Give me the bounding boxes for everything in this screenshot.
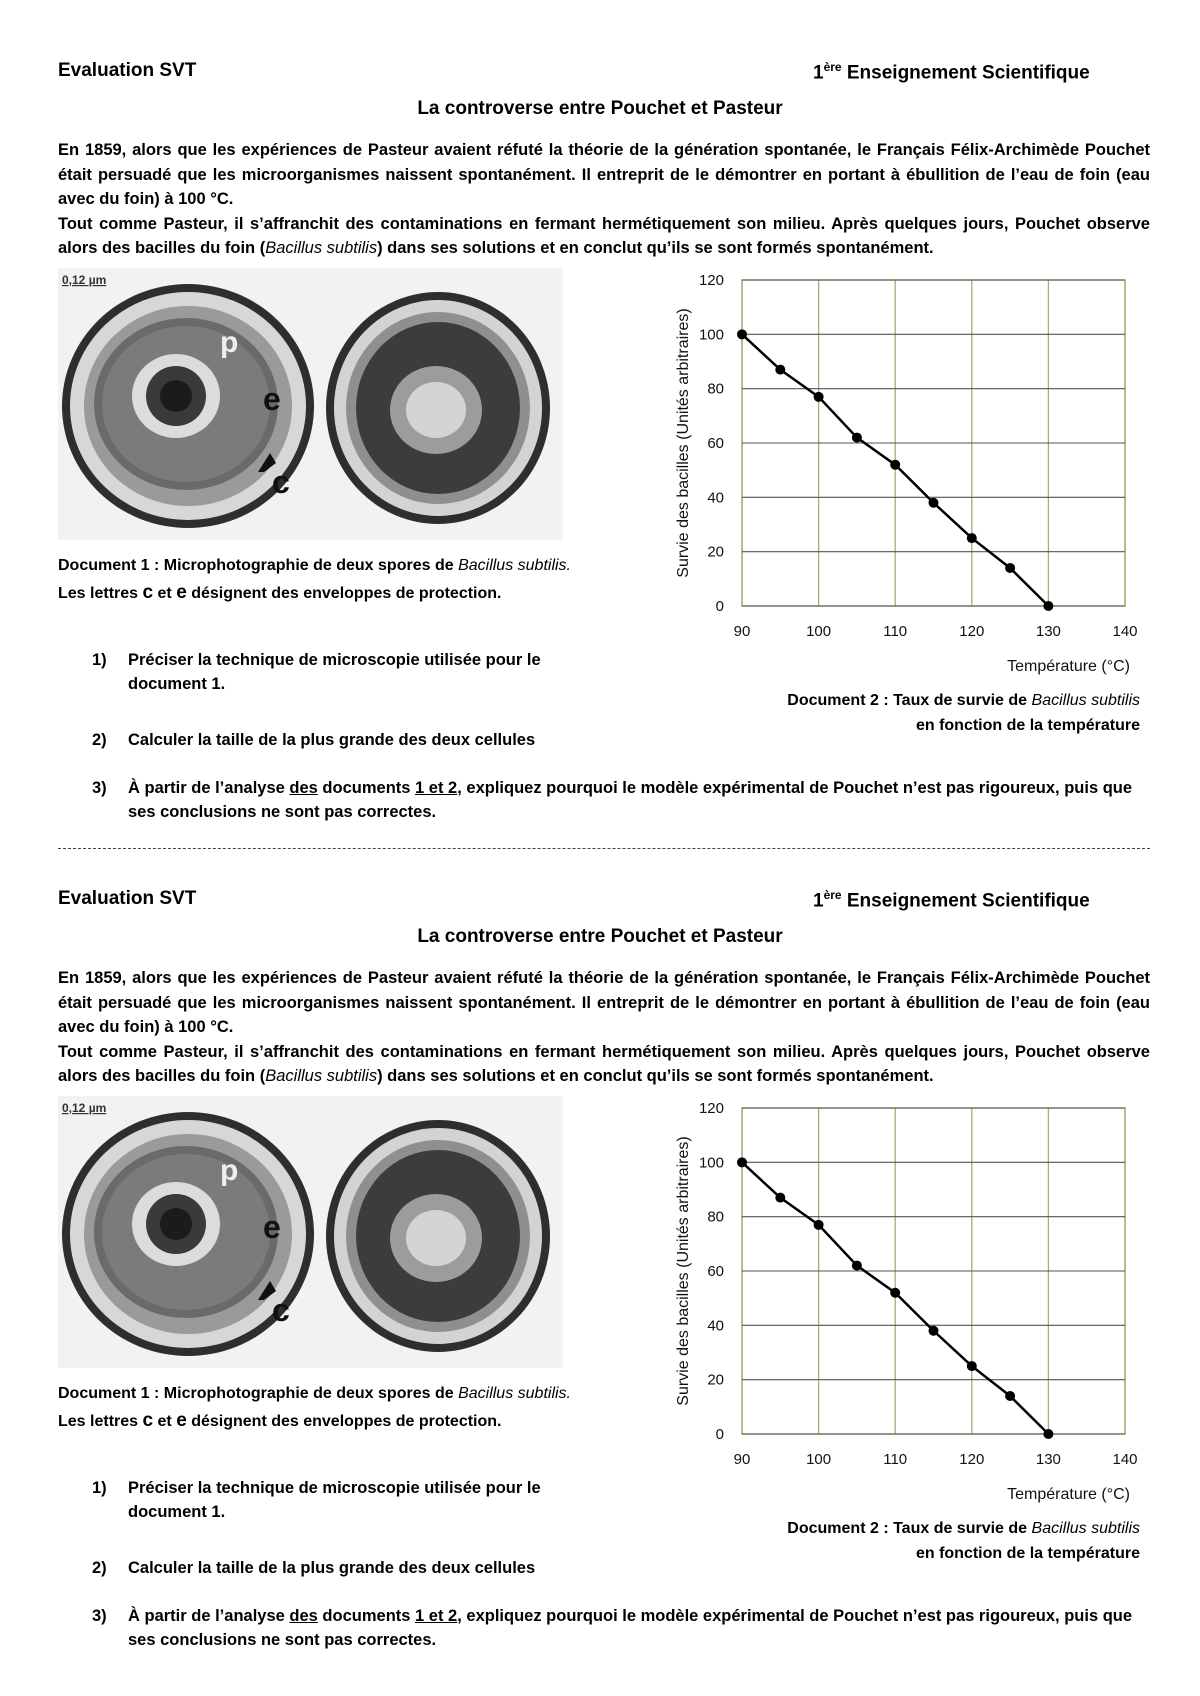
y-tick-label: 100 xyxy=(698,1154,724,1172)
x-tick-label: 110 xyxy=(883,623,908,640)
evaluation-sheet-2 xyxy=(0,828,1200,1658)
document-1-caption: Document 1 : Microphotographie de deux spores de Bacillus subtilis. Les lettres c et e désignent des enveloppes de protection. xyxy=(58,1385,571,1431)
data-point xyxy=(929,1326,939,1336)
x-axis-label: Température (°C) xyxy=(1007,1486,1130,1503)
data-point xyxy=(890,1288,900,1298)
page-title: La controverse entre Pouchet et Pasteur xyxy=(417,926,783,947)
y-tick-label: 120 xyxy=(698,272,724,289)
survival-chart xyxy=(670,1096,1140,1516)
scale-bar-label: 0,12 µm xyxy=(62,1101,107,1115)
data-point xyxy=(967,1361,977,1371)
intro-text xyxy=(58,966,1150,1089)
label-c: c xyxy=(272,1292,290,1328)
intro-paragraph-2: Tout comme Pasteur, il s’affranchit des contaminations en fermant hermétiquement son milieu. Après quelques jours, Pouchet observe alors des bacilles du foin (Bacillus subtilis) dans ses solutions et en conclut qu’ils se sont formés spontanément. xyxy=(58,214,1150,257)
data-point xyxy=(929,498,939,508)
question-3: 3) À partir de l’analyse des documents 1 et 2, expliquez pourquoi le modèle expérimental de Pouchet n’est pas rigoureux, puis que ses conclusions ne sont pas correctes. xyxy=(92,1607,1133,1649)
header-left: Evaluation SVT xyxy=(58,888,197,909)
x-tick-label: 140 xyxy=(1112,623,1138,640)
y-tick-label: 40 xyxy=(707,489,724,507)
x-tick-label: 90 xyxy=(733,623,751,640)
y-tick-label: 20 xyxy=(707,1371,724,1389)
label-e: e xyxy=(263,381,281,417)
y-tick-label: 40 xyxy=(707,1317,724,1335)
question-2: 2) Calculer la taille de la plus grande des deux cellules xyxy=(92,1559,536,1577)
label-e: e xyxy=(263,1209,281,1245)
x-tick-label: 130 xyxy=(1035,623,1061,640)
scale-bar-label: 0,12 µm xyxy=(62,273,107,287)
y-tick-label: 0 xyxy=(715,1426,724,1443)
page-title: La controverse entre Pouchet et Pasteur xyxy=(417,98,783,119)
y-tick-label: 80 xyxy=(707,1208,724,1226)
data-point xyxy=(1005,1391,1015,1401)
data-point xyxy=(852,1261,862,1271)
intro-paragraph-1: En 1859, alors que les expériences de Pasteur avaient réfuté la théorie de la génération spontanée, le Français Félix-Archimède Pouchet était persuadé que les microorganismes naissent spontanément. Il entreprit de le démontrer en portant à ébullition de l’eau de foin (eau avec du foin) à 100 °C. xyxy=(58,141,1150,208)
data-point xyxy=(1005,563,1015,573)
y-tick-label: 120 xyxy=(698,1100,724,1117)
evaluation-sheet-1 xyxy=(0,0,1200,830)
document-2-caption: Document 2 : Taux de survie de Bacillus subtilis en fonction de la température xyxy=(787,692,1140,734)
data-point xyxy=(967,533,977,543)
data-point xyxy=(737,329,747,339)
spore-micrograph xyxy=(58,268,563,540)
x-tick-label: 130 xyxy=(1035,1451,1061,1468)
data-point xyxy=(890,460,900,470)
x-tick-label: 140 xyxy=(1112,1451,1138,1468)
label-p: p xyxy=(220,1154,239,1187)
data-point xyxy=(814,1220,824,1230)
question-1: 1) Préciser la technique de microscopie utilisée pour le document 1. xyxy=(92,1479,541,1521)
header-right: 1ère Enseignement Scientifique xyxy=(813,60,1090,84)
label-p: p xyxy=(220,326,239,359)
x-tick-label: 100 xyxy=(806,623,832,640)
y-tick-label: 60 xyxy=(707,435,724,452)
data-point xyxy=(814,392,824,402)
intro-text xyxy=(58,138,1150,261)
header-left: Evaluation SVT xyxy=(58,60,197,81)
data-point xyxy=(775,365,785,375)
document-1-caption: Document 1 : Microphotographie de deux spores de Bacillus subtilis. Les lettres c et e désignent des enveloppes de protection. xyxy=(58,557,571,603)
intro-paragraph-1: En 1859, alors que les expériences de Pasteur avaient réfuté la théorie de la génération spontanée, le Français Félix-Archimède Pouchet était persuadé que les microorganismes naissent spontanément. Il entreprit de le démontrer en portant à ébullition de l’eau de foin (eau avec du foin) à 100 °C. xyxy=(58,969,1150,1036)
data-point xyxy=(1043,601,1053,611)
data-point xyxy=(1043,1429,1053,1439)
y-tick-label: 100 xyxy=(698,326,724,344)
y-tick-label: 60 xyxy=(707,1263,724,1280)
label-c: c xyxy=(272,464,290,500)
x-tick-label: 110 xyxy=(883,1451,908,1468)
question-3: 3) À partir de l’analyse des documents 1 et 2, expliquez pourquoi le modèle expérimental de Pouchet n’est pas rigoureux, puis que ses conclusions ne sont pas correctes. xyxy=(92,779,1133,821)
survival-chart xyxy=(670,268,1140,688)
x-axis-label: Température (°C) xyxy=(1007,658,1130,675)
y-tick-label: 0 xyxy=(715,598,724,615)
y-axis-label: Survie des bacilles (Unités arbitraires) xyxy=(675,1136,692,1406)
x-tick-label: 90 xyxy=(733,1451,751,1468)
x-tick-label: 120 xyxy=(959,1451,985,1468)
intro-paragraph-2: Tout comme Pasteur, il s’affranchit des contaminations en fermant hermétiquement son milieu. Après quelques jours, Pouchet observe alors des bacilles du foin (Bacillus subtilis) dans ses solutions et en conclut qu’ils se sont formés spontanément. xyxy=(58,1042,1150,1085)
data-point xyxy=(737,1157,747,1167)
document-2-caption: Document 2 : Taux de survie de Bacillus subtilis en fonction de la température xyxy=(787,1520,1140,1562)
y-axis-label: Survie des bacilles (Unités arbitraires) xyxy=(675,308,692,578)
data-point xyxy=(775,1193,785,1203)
x-tick-label: 120 xyxy=(959,623,985,640)
question-2: 2) Calculer la taille de la plus grande des deux cellules xyxy=(92,731,536,749)
header-right: 1ère Enseignement Scientifique xyxy=(813,888,1090,912)
spore-micrograph xyxy=(58,1096,563,1368)
x-tick-label: 100 xyxy=(806,1451,832,1468)
data-point xyxy=(852,433,862,443)
y-tick-label: 20 xyxy=(707,543,724,561)
y-tick-label: 80 xyxy=(707,380,724,398)
question-1: 1) Préciser la technique de microscopie utilisée pour le document 1. xyxy=(92,651,541,693)
